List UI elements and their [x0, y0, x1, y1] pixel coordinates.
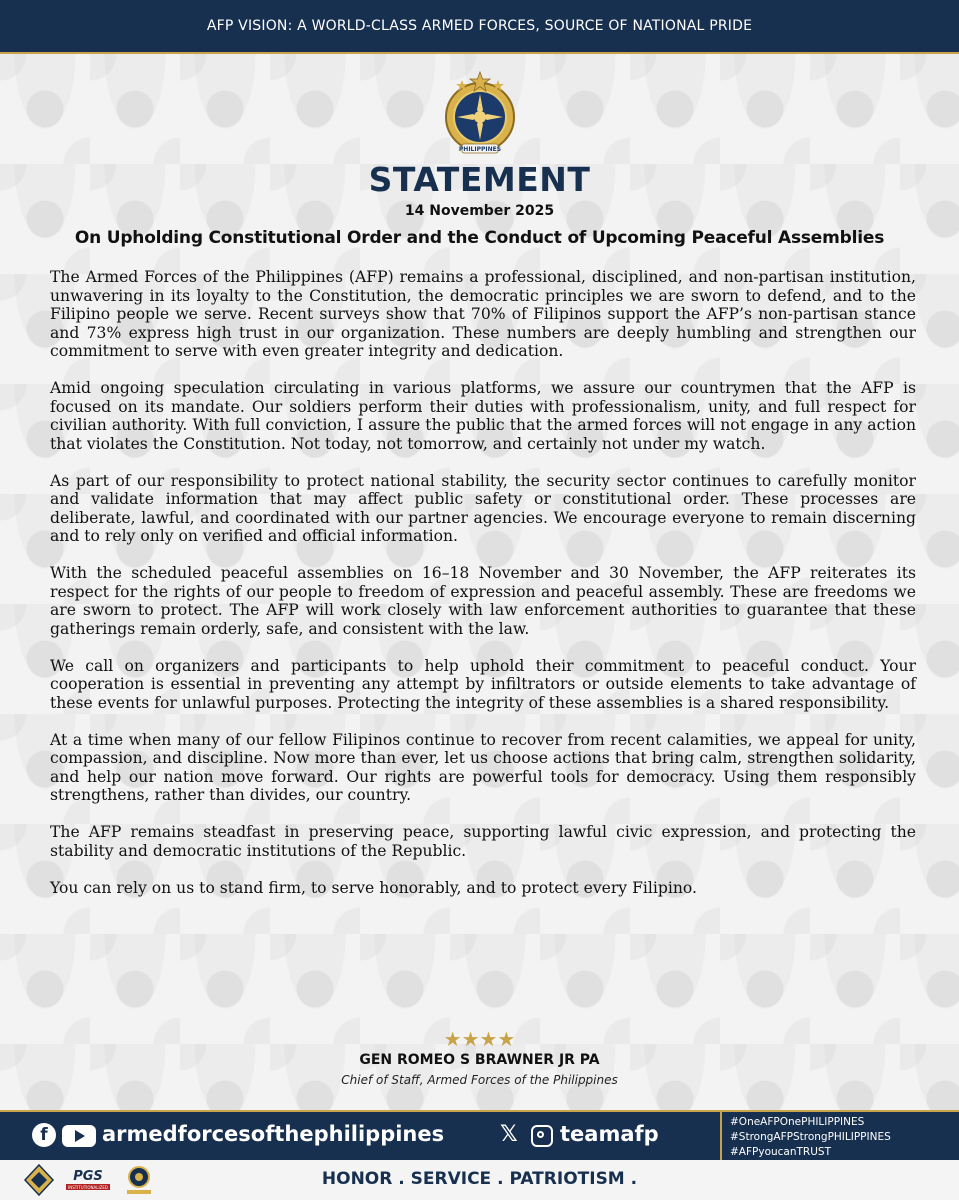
- vision-banner: [0, 0, 959, 54]
- instagram-icon[interactable]: [531, 1125, 553, 1147]
- signatory-name: GEN ROMEO S BRAWNER JR PA: [359, 1052, 600, 1068]
- paragraph: With the scheduled peaceful assemblies on 16–18 November and 30 November, the AFP reiterates its respect for the rights of our people to freedom of expression and peaceful assembly. These are freedoms we are sworn to protect. The AFP will work closely with law enforcement authorities to guarantee that these gatherings remain orderly, safe, and consistent with the law.: [50, 564, 916, 638]
- pgs-sub: INSTITUTIONALIZED: [68, 1185, 108, 1190]
- pgs-label: PGS: [73, 1169, 103, 1184]
- afp-seal-icon: [440, 70, 520, 156]
- seal-text: PHILIPPINES: [458, 146, 502, 153]
- paragraph: At a time when many of our fellow Filipinos continue to recover from recent calamities, we appeal for unity, compassion, and discipline. Now more than ever, let us choose actions that bring calm, strengthen solidarity, and help our nation move forward. Our rights are powerful tools for democracy. Using them responsibly strengthens, rather than divides, our country.: [50, 730, 916, 804]
- paragraph: As part of our responsibility to protect national stability, the security sector continues to carefully monitor and validate information that may affect public safety or constitutional order. These processes are deliberate, lawful, and coordinated with our partner agencies. We encourage everyone to remain discerning and to rely only on verified and official information.: [50, 471, 916, 545]
- statement-date: 14 November 2025: [404, 203, 555, 219]
- motto-strip: [0, 1160, 959, 1200]
- statement-body: [50, 268, 916, 916]
- paragraph: The Armed Forces of the Philippines (AFP) remains a professional, disciplined, and non-partisan institution, unwavering in its loyalty to the Constitution, the democratic principles we are sworn to defend, and to the Filipino people we serve. Recent surveys show that 70% of Filipinos support the AFP’s non-partisan stance and 73% express high trust in our organization. These numbers are deeply humbling and strengthen our commitment to serve with even greater integrity and dedication.: [50, 268, 916, 360]
- rank-stars-icon: ★★★★: [443, 1027, 516, 1051]
- hashtag[interactable]: #StrongAFPStrongPHILIPPINES: [730, 1131, 891, 1143]
- signatory-title: Chief of Staff, Armed Forces of the Philippines: [341, 1073, 618, 1087]
- page-title: STATEMENT: [368, 160, 591, 199]
- motto-text: HONOR . SERVICE . PATRIOTISM .: [321, 1169, 638, 1189]
- hashtag-list: [720, 1110, 959, 1160]
- paragraph: You can rely on us to stand firm, to serve honorably, and to protect every Filipino.: [50, 878, 697, 897]
- x-icon[interactable]: 𝕏: [500, 1122, 518, 1147]
- paragraph: Amid ongoing speculation circulating in various platforms, we assure our countrymen that the AFP is focused on its mandate. Our soldiers perform their duties with professionalism, unity, and full respect for civilian authority. With full conviction, I assure the public that the armed forces will not engage in any action that violates the Constitution. Not today, not tomorrow, and certainly not under my watch.: [50, 379, 916, 453]
- vision-text: AFP VISION: A WORLD-CLASS ARMED FORCES, SOURCE OF NATIONAL PRIDE: [206, 18, 753, 34]
- paragraph: The AFP remains steadfast in preserving peace, supporting lawful civic expression, and protecting the stability and democratic institutions of the Republic.: [50, 823, 916, 860]
- youtube-icon[interactable]: [62, 1125, 96, 1147]
- hashtag[interactable]: #OneAFPOnePHILIPPINES: [730, 1116, 865, 1128]
- paragraph: We call on organizers and participants to help uphold their commitment to peaceful conduct. Your cooperation is essential in preventing any attempt by infiltrators or outside elements to take advantage of these events for unlawful purposes. Protecting the integrity of these assemblies is a shared responsibility.: [50, 656, 916, 712]
- social-handle-main[interactable]: armedforcesofthephilippines: [102, 1122, 445, 1146]
- facebook-icon[interactable]: f: [32, 1123, 56, 1147]
- statement-subtitle: On Upholding Constitutional Order and the Conduct of Upcoming Peaceful Assemblies: [74, 228, 885, 248]
- hashtag[interactable]: #AFPyoucanTRUST: [730, 1146, 831, 1158]
- social-handle-x[interactable]: teamafp: [560, 1122, 659, 1146]
